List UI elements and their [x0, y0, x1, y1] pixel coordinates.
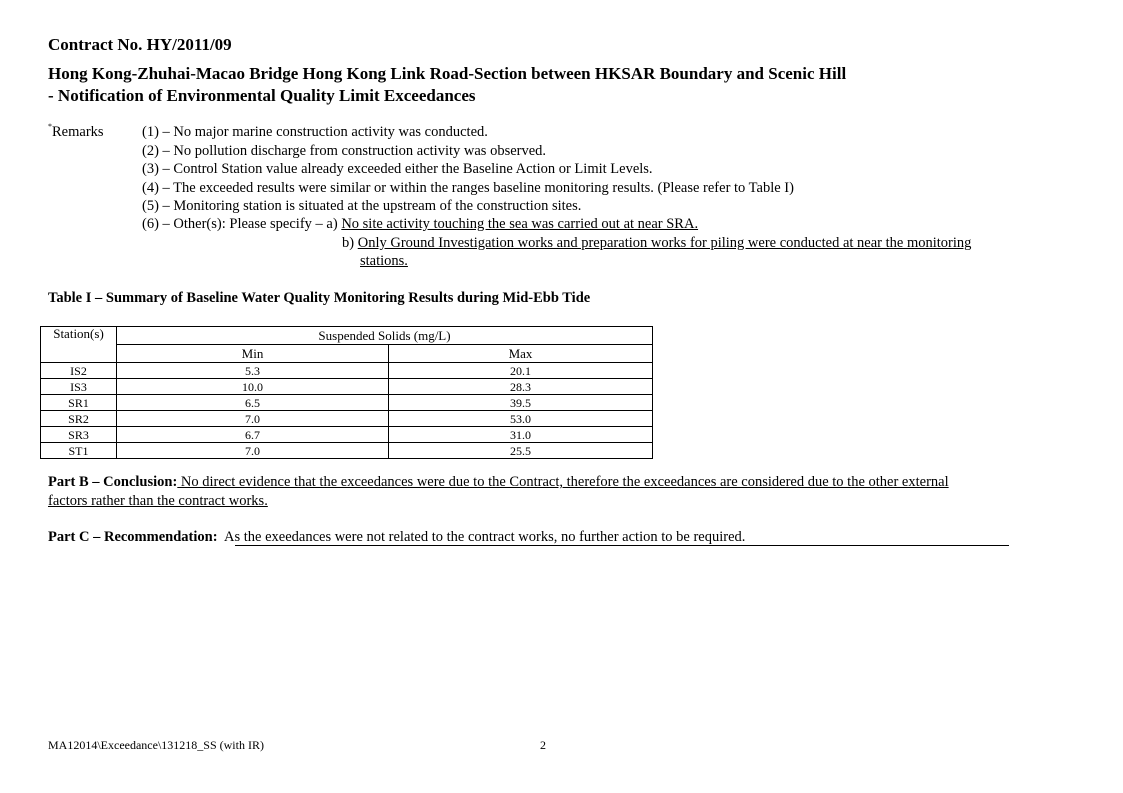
max-cell: 39.5: [389, 395, 653, 411]
table-row: [41, 379, 653, 395]
remark-item-6b-continued: stations.: [360, 253, 408, 269]
table-header-row: [41, 327, 653, 345]
max-header: Max: [389, 345, 653, 363]
document-title: Hong Kong-Zhuhai-Macao Bridge Hong Kong Link Road-Section between HKSAR Boundary and Scenic Hill: [48, 64, 847, 83]
suspended-solids-header: Suspended Solids (mg/L): [117, 327, 653, 345]
remark-item-6: [142, 216, 698, 233]
max-cell: 28.3: [389, 379, 653, 395]
min-header: Min: [117, 345, 389, 363]
station-header: Station(s): [41, 327, 117, 363]
remark-item-3: (3) – Control Station value already exceeded either the Baseline Action or Limit Levels.: [142, 161, 653, 177]
remark-item-1: (1) – No major marine construction activity was conducted.: [142, 124, 488, 140]
baseline-results-table: [40, 326, 653, 459]
footer-page-number: 2: [540, 738, 546, 752]
table-row: [41, 363, 653, 379]
table-row: [41, 443, 653, 459]
station-cell: IS3: [41, 379, 117, 395]
part-c-text: As the exeedances were not related to the contract works, no further action to be required.: [217, 529, 746, 545]
part-c-recommendation: [48, 529, 745, 546]
min-cell: 5.3: [117, 363, 389, 379]
station-cell: SR2: [41, 411, 117, 427]
min-cell: 6.7: [117, 427, 389, 443]
min-cell: 7.0: [117, 443, 389, 459]
document-subtitle: - Notification of Environmental Quality Limit Exceedances: [48, 86, 476, 105]
remark-item-5: (5) – Monitoring station is situated at the upstream of the construction sites.: [142, 198, 582, 214]
remark-6b-prefix: b): [342, 235, 358, 251]
part-b-label: Part B – Conclusion:: [48, 474, 178, 490]
min-cell: 7.0: [117, 411, 389, 427]
station-cell: SR1: [41, 395, 117, 411]
table-row: [41, 427, 653, 443]
table-title: Table I – Summary of Baseline Water Quality Monitoring Results during Mid-Ebb Tide: [48, 290, 591, 306]
contract-number: Contract No. HY/2011/09: [48, 35, 232, 54]
station-cell: ST1: [41, 443, 117, 459]
min-cell: 6.5: [117, 395, 389, 411]
table-row: [41, 411, 653, 427]
remark-item-6b: [342, 235, 971, 252]
part-c-underline: [235, 545, 1009, 546]
table-subheader-row: [41, 345, 653, 363]
remarks-label-text: Remarks: [52, 124, 104, 140]
min-cell: 10.0: [117, 379, 389, 395]
max-cell: 20.1: [389, 363, 653, 379]
station-cell: SR3: [41, 427, 117, 443]
remark-6a-text: No site activity touching the sea was carried out at near SRA.: [341, 216, 699, 232]
station-cell: IS2: [41, 363, 117, 379]
max-cell: 25.5: [389, 443, 653, 459]
part-b-text-continued: factors rather than the contract works.: [48, 493, 268, 509]
footer-file-path: MA12014\Exceedance\131218_SS (with IR): [48, 738, 264, 752]
remarks-marker: *: [48, 122, 52, 131]
remark-6b-text: Only Ground Investigation works and preparation works for piling were conducted at near the monitoring: [357, 235, 972, 251]
remark-item-4: (4) – The exceeded results were similar or within the ranges baseline monitoring results. (Please refer to Table I): [142, 180, 794, 196]
remark-6-prefix: (6) – Other(s): Please specify – a): [142, 216, 342, 232]
table-row: [41, 395, 653, 411]
max-cell: 31.0: [389, 427, 653, 443]
part-b-text: No direct evidence that the exceedances were due to the Contract, therefore the exceedances are considered due to the other external: [177, 474, 949, 490]
remark-item-2: (2) – No pollution discharge from construction activity was observed.: [142, 143, 547, 159]
remarks-label: [48, 124, 104, 141]
part-b-conclusion: [48, 474, 949, 491]
part-c-label: Part C – Recommendation:: [48, 529, 218, 545]
max-cell: 53.0: [389, 411, 653, 427]
